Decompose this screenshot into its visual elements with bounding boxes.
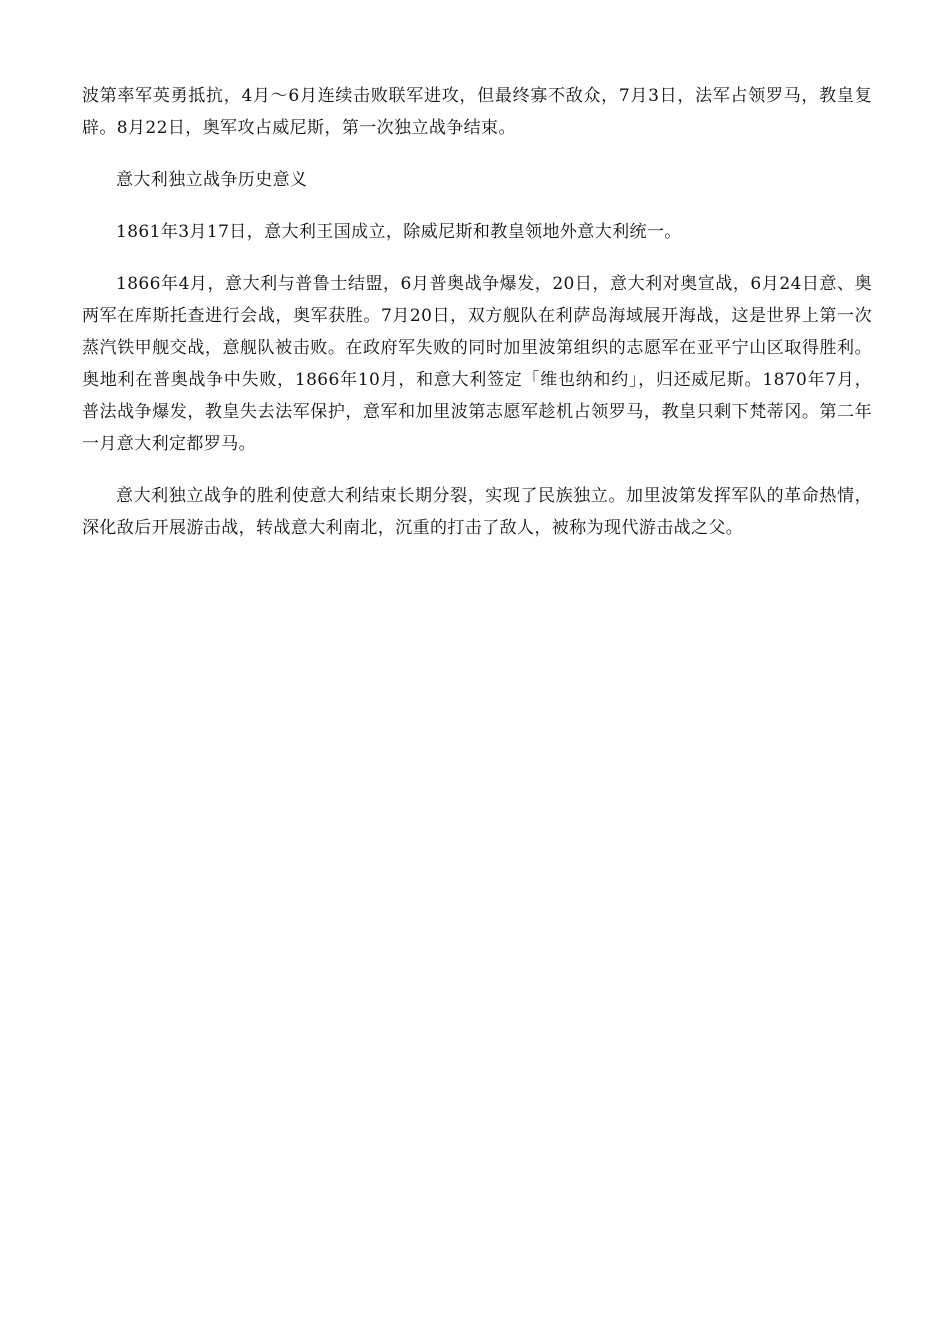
paragraph-significance: 意大利独立战争的胜利使意大利结束长期分裂，实现了民族独立。加里波第发挥军队的革命热情，深化敌后开展游击战，转战意大利南北，沉重的打击了敌人，被称为现代游击战之父。 (82, 486, 872, 538)
paragraph-kingdom-founded: 1861年3月17日，意大利王国成立，除威尼斯和教皇领地外意大利统一。 (116, 222, 682, 242)
paragraph-austro-prussian-war: 1866年4月，意大利与普鲁士结盟，6月普奥战争爆发，20日，意大利对奥宣战，6月24日意、奥两军在库斯托查进行会战，奥军获胜。7月20日，双方舰队在利萨岛海域展开海战，这是世界上第一次蒸汽铁甲舰交战，意舰队被击败。在政府军失败的同时加里波第组织的志愿军在亚平宁山区取得胜利。奥地利在普奥战争中失败，1866年10月，和意大利签定「维也纳和约」，归还威尼斯。1870年7月，普法战争爆发，教皇失去法军保护，意军和加里波第志愿军趁机占领罗马，教皇只剩下梵蒂冈。第二年一月意大利定都罗马。 (82, 274, 872, 454)
document-body (82, 80, 872, 564)
section-heading: 意大利独立战争历史意义 (116, 170, 308, 190)
paragraph-continuation: 波第率军英勇抵抗，4月～6月连续击败联军进攻，但最终寡不敌众，7月3日，法军占领罗马，教皇复辟。8月22日，奥军攻占威尼斯，第一次独立战争结束。 (82, 86, 872, 138)
